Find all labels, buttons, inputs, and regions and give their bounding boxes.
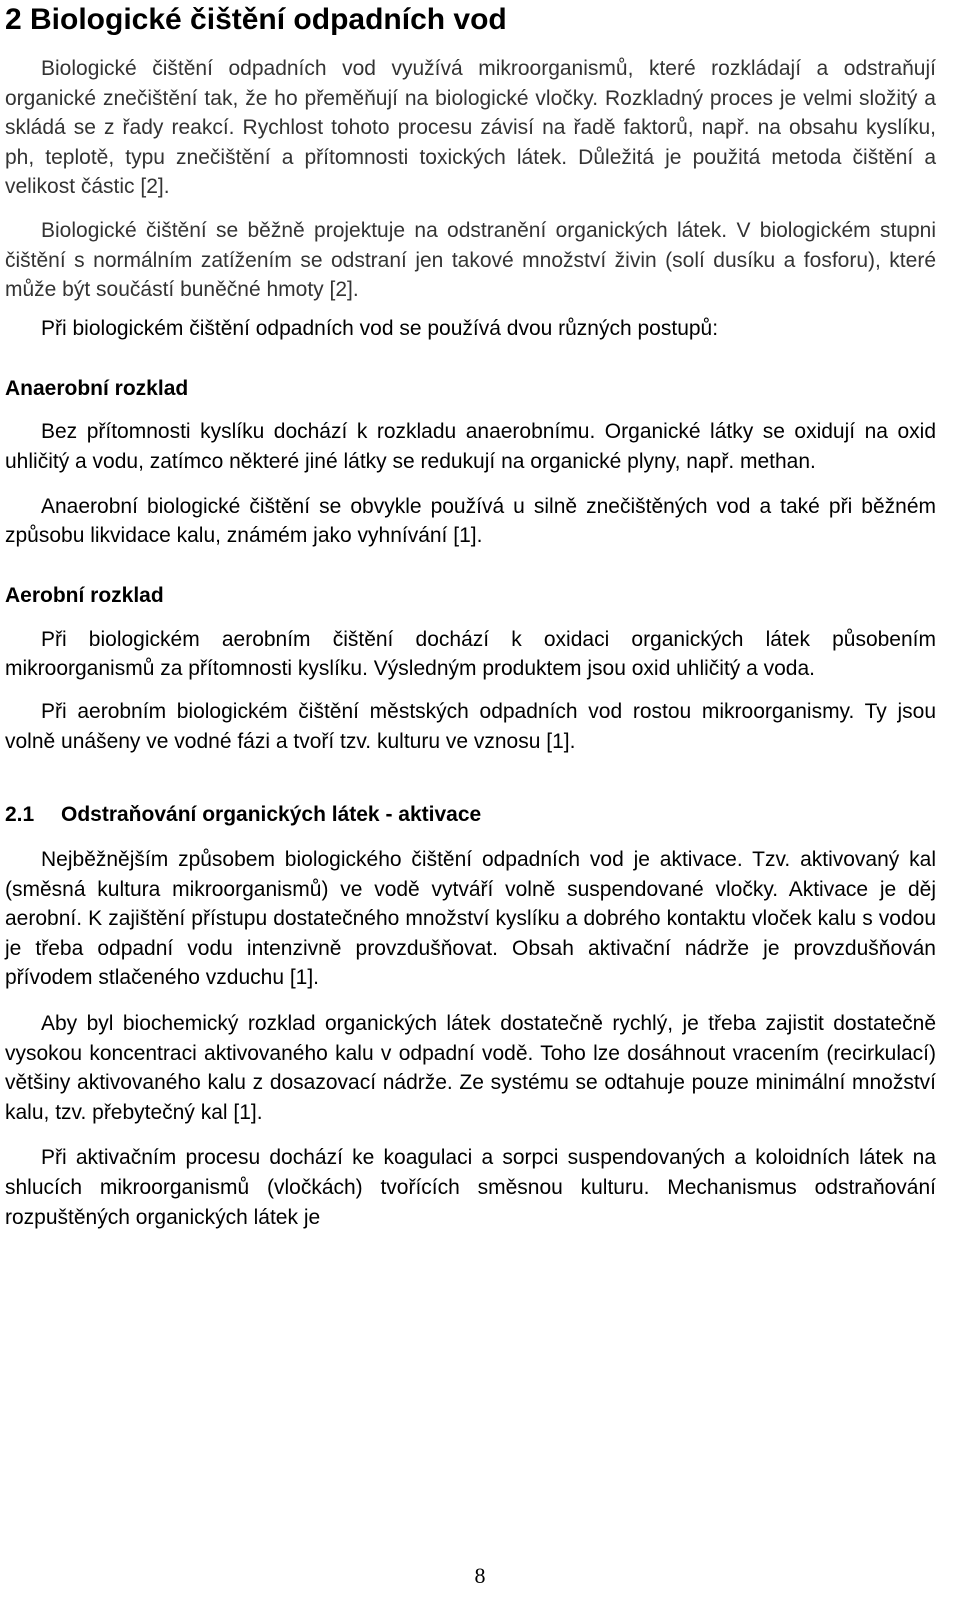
chapter-heading: 2 Biologické čištění odpadních vod [5, 3, 507, 36]
anaerobic-heading: Anaerobní rozklad [5, 377, 189, 401]
document-page [5, 0, 936, 1232]
subsection-paragraph-3: Při aktivačním procesu dochází ke koagulaci a sorpci suspendovaných a koloidních látek na shlucích mikroorganismů (vločkách) tvořících směsnou kulturu. Mechanismus odstraňování rozpuštěných organických látek je [5, 1146, 936, 1229]
subsection-paragraph-2: Aby byl biochemický rozklad organických látek dostatečně rychlý, je třeba zajistit dostatečně vysokou koncentraci aktivovaného kalu v odpadní vodě. Toho lze dosáhnout vracením (recirkulací) většiny aktivovaného kalu z dosazovací nádrže. Ze systému se odtahuje pouze minimální množství kalu, tzv. přebytečný kal [1]. [5, 1012, 936, 1124]
intro-paragraph-1: Biologické čištění odpadních vod využívá mikroorganismů, které rozkládají a odstraňují organické znečištění tak, že ho přeměňují na biologické vločky. Rozkladný proces je velmi složitý a skládá se z řady reakcí. Rychlost tohoto procesu závisí na řadě faktorů, např. na obsahu kyslíku, ph, teplotě, typu znečištění a přítomnosti toxických látek. Důležitá je použitá metoda čištění a velikost částic [2]. [5, 57, 936, 199]
subsection-number: 2.1 [5, 803, 35, 827]
intro-paragraph-2: Biologické čištění se běžně projektuje na odstranění organických látek. V biologickém stupni čištění s normálním zatížením se odstraní jen takové množství živin (solí dusíku a fosforu), které může být součástí buněčné hmoty [2]. [5, 218, 936, 302]
aerobic-heading: Aerobní rozklad [5, 583, 164, 607]
subsection-heading [5, 800, 936, 830]
intro-paragraph-3: Při biologickém čištění odpadních vod se používá dvou různých postupů: [41, 316, 719, 340]
page-number: 8 [474, 1563, 486, 1588]
subsection-title: Odstraňování organických látek - aktivace [61, 803, 482, 827]
aerobic-paragraph-2: Při aerobním biologickém čištění městských odpadních vod rostou mikroorganismy. Ty jsou volně unášeny ve vodné fázi a tvoří tzv. kulturu ve vznosu [1]. [5, 699, 936, 753]
subsection-paragraph-1: Nejběžnějším způsobem biologického čištění odpadních vod je aktivace. Tzv. aktivovaný kal (směsná kultura mikroorganismů) ve vodě vytváří volně suspendované vločky. Aktivace je děj aerobní. K zajištění přístupu dostatečného množství kyslíku a dobrého kontaktu vloček kalu s vodou je třeba odpadní vodu intenzivně provzdušňovat. Obsah aktivační nádrže je provzdušňován přívodem stlačeného vzduchu [1]. [5, 848, 936, 990]
aerobic-paragraph-1: Při biologickém aerobním čištění dochází k oxidaci organických látek působením mikroorganismů za přítomnosti kyslíku. Výsledným produktem jsou oxid uhličitý a voda. [5, 627, 936, 681]
anaerobic-paragraph-1: Bez přítomnosti kyslíku dochází k rozkladu anaerobnímu. Organické látky se oxidují na oxid uhličitý a vodu, zatímco některé jiné látky se redukují na organické plyny, např. methan. [5, 420, 936, 473]
anaerobic-paragraph-2: Anaerobní biologické čištění se obvykle používá u silně znečištěných vod a také při běžném způsobu likvidace kalu, známém jako vyhnívání [1]. [5, 494, 936, 548]
